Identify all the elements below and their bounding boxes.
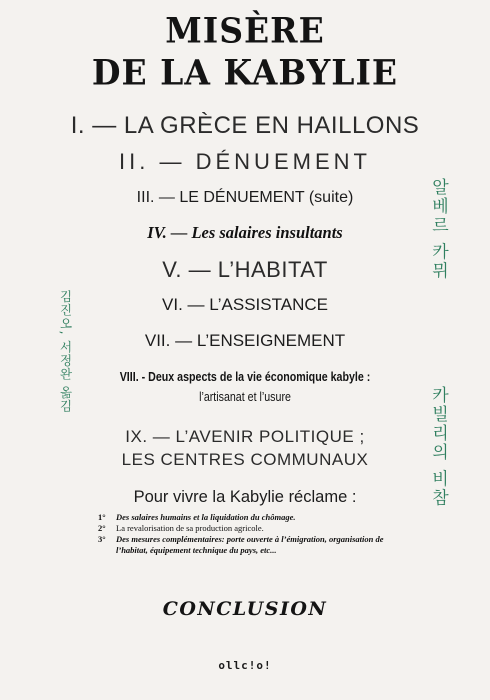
demand-number: 2° <box>98 523 106 533</box>
demand-number: 1° <box>98 512 106 522</box>
contents-item-2: II. — DÉNUEMENT <box>119 149 371 174</box>
demand-text: Des salaires humains et la liquidation du chômage. <box>116 512 296 522</box>
contents-item-4: IV. — Les salaires insultants <box>147 223 343 242</box>
contents-item-8-continued: l’artisanat et l’usure <box>199 389 291 404</box>
demand-number: 3° <box>98 534 106 544</box>
contents-item-6: VI. — L’ASSISTANCE <box>162 295 328 314</box>
conclusion-heading: CONCLUSION <box>162 598 328 620</box>
korean-translators: 김진오, 서정완 옮김 <box>58 290 73 413</box>
demand-text: La revalorisation de sa production agricole. <box>116 523 264 533</box>
demand-item <box>98 534 398 556</box>
demand-item <box>98 523 398 534</box>
korean-title: 카빌리의 비참 <box>428 386 448 508</box>
demands-list <box>98 512 398 556</box>
reclame-heading: Pour vivre la Kabylie réclame : <box>133 488 357 506</box>
title-line-1: MISÈRE <box>165 10 325 51</box>
title-line-2: DE LA KABYLIE <box>91 52 399 93</box>
korean-author: 알베르 카뮈 <box>428 178 448 281</box>
contents-item-1: I. — LA GRÈCE EN HAILLONS <box>70 112 420 139</box>
demand-text: Des mesures complémentaires: porte ouverte à l’émigration, organisation de l’habitat, équipement technique du pays, etc... <box>116 534 384 555</box>
contents-item-9-continued: LES CENTRES COMMUNAUX <box>121 450 369 469</box>
contents-item-5: V. — L’HABITAT <box>162 257 328 282</box>
contents-item-9: IX. — L’AVENIR POLITIQUE ; <box>125 427 365 446</box>
publisher-logo: ollc!o! <box>218 659 272 672</box>
contents-item-3: III. — LE DÉNUEMENT (suite) <box>136 189 354 206</box>
demand-item <box>98 512 398 523</box>
contents-item-7: VII. — L’ENSEIGNEMENT <box>144 331 346 350</box>
contents-item-8: VIII. - Deux aspects de la vie économique kabyle : <box>119 369 371 384</box>
